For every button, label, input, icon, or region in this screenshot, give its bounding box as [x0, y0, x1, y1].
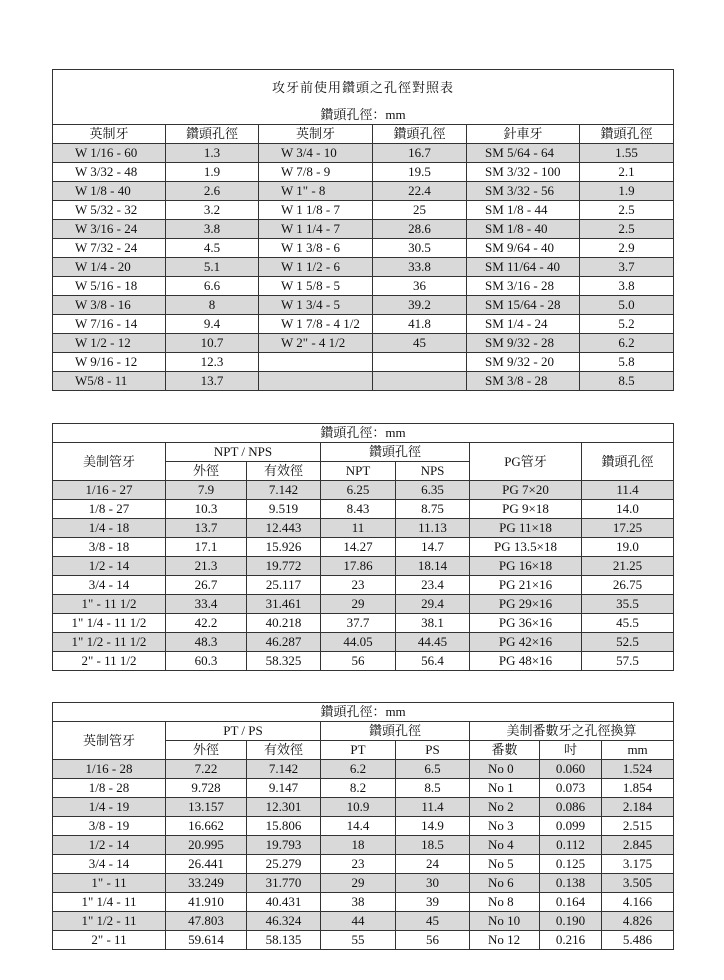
table-cell: 36	[373, 277, 467, 296]
table-cell: 23	[321, 855, 396, 874]
table-row	[53, 239, 674, 258]
table-cell: 14.4	[321, 817, 396, 836]
table-cell: 35.5	[582, 595, 674, 614]
table-cell: 3.8	[580, 277, 674, 296]
table-cell: 2.9	[580, 239, 674, 258]
table-cell: 3/8 - 19	[53, 817, 166, 836]
table-cell: W 1 1/8 - 7	[259, 201, 373, 220]
table-cell: 1" - 11 1/2	[53, 595, 166, 614]
table-cell: W 1/4 - 20	[53, 258, 166, 277]
table-cell: W 9/16 - 12	[53, 353, 166, 372]
table-cell: 5.8	[580, 353, 674, 372]
table-cell: 5.0	[580, 296, 674, 315]
table-cell: 20.995	[166, 836, 247, 855]
table-cell: SM 1/8 - 44	[467, 201, 580, 220]
column-header: 鑽頭孔徑	[321, 443, 470, 462]
table-cell: 17.86	[321, 557, 396, 576]
table-row	[53, 182, 674, 201]
table-cell: 29	[321, 874, 396, 893]
table-cell: 18.5	[396, 836, 470, 855]
table-cell: W 3/8 - 16	[53, 296, 166, 315]
table-cell: PG 36×16	[470, 614, 582, 633]
table-cell: 12.443	[247, 519, 321, 538]
table-cell: 0.086	[540, 798, 602, 817]
table-cell: 14.7	[396, 538, 470, 557]
table-cell: 2.1	[580, 163, 674, 182]
table-cell: 31.770	[247, 874, 321, 893]
table-cell: 3.505	[602, 874, 674, 893]
table-row	[53, 315, 674, 334]
table-cell: 30	[396, 874, 470, 893]
table-cell: 1/4 - 18	[53, 519, 166, 538]
table-cell: 17.25	[582, 519, 674, 538]
column-header: 鑽頭孔徑	[580, 125, 674, 144]
table-cell: 5.2	[580, 315, 674, 334]
table-cell: 1/2 - 14	[53, 836, 166, 855]
table-cell: PG 13.5×18	[470, 538, 582, 557]
table-cell: 1/2 - 14	[53, 557, 166, 576]
column-header: 英制管牙	[53, 722, 166, 760]
table-cell: 1.9	[166, 163, 259, 182]
table-cell: 7.142	[247, 760, 321, 779]
table-cell: PG 9×18	[470, 500, 582, 519]
table-row	[53, 836, 674, 855]
table-cell: W 5/16 - 18	[53, 277, 166, 296]
table-cell: 26.75	[582, 576, 674, 595]
table-cell: 23.4	[396, 576, 470, 595]
table-cell: 58.135	[247, 931, 321, 950]
table-row	[53, 258, 674, 277]
table-cell: 9.4	[166, 315, 259, 334]
table-row	[53, 576, 674, 595]
table-cell	[373, 353, 467, 372]
table-row	[53, 633, 674, 652]
column-header: mm	[602, 741, 674, 760]
table-cell: 6.2	[580, 334, 674, 353]
table-cell: 22.4	[373, 182, 467, 201]
table-cell: W 7/32 - 24	[53, 239, 166, 258]
table-cell: 9.728	[166, 779, 247, 798]
table-cell: 39	[396, 893, 470, 912]
table-cell: 14.27	[321, 538, 396, 557]
table-cell: W 7/8 - 9	[259, 163, 373, 182]
table-cell: 0.112	[540, 836, 602, 855]
table-cell: PG 7×20	[470, 481, 582, 500]
column-header: 鑽頭孔徑	[582, 443, 674, 481]
table-cell: 58.325	[247, 652, 321, 671]
table-row	[53, 220, 674, 239]
table-cell: 10.7	[166, 334, 259, 353]
table-cell: 26.7	[166, 576, 247, 595]
table-cell: 1.524	[602, 760, 674, 779]
table-cell: 45.5	[582, 614, 674, 633]
table-cell: 21.3	[166, 557, 247, 576]
table-cell: 10.9	[321, 798, 396, 817]
table-cell: 1/8 - 28	[53, 779, 166, 798]
table-cell: 18.14	[396, 557, 470, 576]
table-cell: 9.147	[247, 779, 321, 798]
table-body	[53, 144, 674, 391]
table-cell: W 1 5/8 - 5	[259, 277, 373, 296]
table-cell: 2.184	[602, 798, 674, 817]
table-cell: 16.662	[166, 817, 247, 836]
column-header: 針車牙	[467, 125, 580, 144]
table-row	[53, 557, 674, 576]
table-cell: 21.25	[582, 557, 674, 576]
table-cell: PG 11×18	[470, 519, 582, 538]
table-cell: 2.515	[602, 817, 674, 836]
table-cell	[259, 353, 373, 372]
table-cell: No 4	[470, 836, 540, 855]
table-cell: 2" - 11	[53, 931, 166, 950]
table-cell: 1" 1/4 - 11 1/2	[53, 614, 166, 633]
table-row	[53, 912, 674, 931]
table-cell: 8.5	[396, 779, 470, 798]
table-cell: 59.614	[166, 931, 247, 950]
table-cell: SM 15/64 - 28	[467, 296, 580, 315]
table-cell: 29.4	[396, 595, 470, 614]
table-cell: 1/16 - 27	[53, 481, 166, 500]
table-row	[53, 372, 674, 391]
table-cell: 11.4	[396, 798, 470, 817]
table-cell: 24	[396, 855, 470, 874]
column-header: 英制牙	[53, 125, 166, 144]
table-cell: 13.7	[166, 519, 247, 538]
table-cell: W 1 3/8 - 6	[259, 239, 373, 258]
table-cell: W 5/32 - 32	[53, 201, 166, 220]
table-cell: 8.5	[580, 372, 674, 391]
table-cell: 11	[321, 519, 396, 538]
table-cell: 6.5	[396, 760, 470, 779]
table-cell: 1.854	[602, 779, 674, 798]
table-cell: 3.7	[580, 258, 674, 277]
table-cell: 1/8 - 27	[53, 500, 166, 519]
table-cell: 3/4 - 14	[53, 855, 166, 874]
table-cell	[373, 372, 467, 391]
table-cell: 23	[321, 576, 396, 595]
table-cell: 56.4	[396, 652, 470, 671]
column-header: PG管牙	[470, 443, 582, 481]
table-cell: 1.9	[580, 182, 674, 201]
table-body	[53, 481, 674, 671]
table-cell: SM 3/8 - 28	[467, 372, 580, 391]
table-cell: 6.25	[321, 481, 396, 500]
column-header: 有效徑	[247, 741, 321, 760]
table-row	[53, 519, 674, 538]
table-cell: No 8	[470, 893, 540, 912]
table-cell: 56	[321, 652, 396, 671]
table-cell: 31.461	[247, 595, 321, 614]
table-cell: 3.8	[166, 220, 259, 239]
column-header: 英制牙	[259, 125, 373, 144]
table-row	[53, 652, 674, 671]
column-header: 美制番數牙之孔徑換算	[470, 722, 674, 741]
table-cell: 40.431	[247, 893, 321, 912]
table-cell: 26.441	[166, 855, 247, 874]
table-cell: 3.175	[602, 855, 674, 874]
table-row	[53, 817, 674, 836]
table-cell: 52.5	[582, 633, 674, 652]
table-cell: 6.2	[321, 760, 396, 779]
table-cell: 38.1	[396, 614, 470, 633]
table-cell: 6.6	[166, 277, 259, 296]
table-cell: 25.279	[247, 855, 321, 874]
imperial-pipe-thread-table	[52, 702, 674, 950]
column-header: 有效徑	[247, 462, 321, 481]
table-cell: 5.1	[166, 258, 259, 277]
table-cell: PG 29×16	[470, 595, 582, 614]
table-cell: 46.324	[247, 912, 321, 931]
column-header: PS	[396, 741, 470, 760]
table-cell: 0.138	[540, 874, 602, 893]
table-cell: No 3	[470, 817, 540, 836]
table-cell: 4.826	[602, 912, 674, 931]
table-row	[53, 779, 674, 798]
table-cell: 0.060	[540, 760, 602, 779]
table-cell: SM 3/16 - 28	[467, 277, 580, 296]
table-cell: 0.073	[540, 779, 602, 798]
table-cell: No 0	[470, 760, 540, 779]
column-header: 吋	[540, 741, 602, 760]
table-cell: 8	[166, 296, 259, 315]
table-cell: 39.2	[373, 296, 467, 315]
table-cell: 44	[321, 912, 396, 931]
table-cell: 33.249	[166, 874, 247, 893]
column-header: 鑽頭孔徑	[166, 125, 259, 144]
table-cell: 12.301	[247, 798, 321, 817]
table-cell: 0.216	[540, 931, 602, 950]
table-cell: SM 3/32 - 56	[467, 182, 580, 201]
table-cell: 2" - 11 1/2	[53, 652, 166, 671]
table-cell: SM 9/32 - 28	[467, 334, 580, 353]
table-cell: 1" 1/4 - 11	[53, 893, 166, 912]
table-cell: SM 1/8 - 40	[467, 220, 580, 239]
table-cell: 19.772	[247, 557, 321, 576]
unit-label: 鑽頭孔徑：mm	[53, 106, 674, 125]
column-header: PT	[321, 741, 396, 760]
table-row	[53, 201, 674, 220]
table-cell: 19.5	[373, 163, 467, 182]
table-cell: PG 21×16	[470, 576, 582, 595]
table-cell: 46.287	[247, 633, 321, 652]
table-cell: No 1	[470, 779, 540, 798]
table-cell: 25	[373, 201, 467, 220]
table-cell: 47.803	[166, 912, 247, 931]
table-cell: No 10	[470, 912, 540, 931]
table-cell: 1.3	[166, 144, 259, 163]
table-cell	[259, 372, 373, 391]
table-cell: SM 1/4 - 24	[467, 315, 580, 334]
table-cell: 1" 1/2 - 11	[53, 912, 166, 931]
table-cell: 2.6	[166, 182, 259, 201]
table-row	[53, 277, 674, 296]
table-cell: 10.3	[166, 500, 247, 519]
table-cell: 8.43	[321, 500, 396, 519]
table-cell: 12.3	[166, 353, 259, 372]
table-cell: W 3/4 - 10	[259, 144, 373, 163]
table-cell: 60.3	[166, 652, 247, 671]
table-cell: No 12	[470, 931, 540, 950]
column-header: PT / PS	[166, 722, 321, 741]
table-cell: 7.142	[247, 481, 321, 500]
table-cell: W 1/8 - 40	[53, 182, 166, 201]
table-cell: W 7/16 - 14	[53, 315, 166, 334]
column-header: NPT / NPS	[166, 443, 321, 462]
table-cell: 8.75	[396, 500, 470, 519]
table-cell: 0.164	[540, 893, 602, 912]
table-cell: W 1 3/4 - 5	[259, 296, 373, 315]
table-cell: 44.45	[396, 633, 470, 652]
table-cell: 5.486	[602, 931, 674, 950]
table-row	[53, 931, 674, 950]
column-header: 鑽頭孔徑	[373, 125, 467, 144]
table-cell: 11.4	[582, 481, 674, 500]
table-cell: 8.2	[321, 779, 396, 798]
table-cell: 0.099	[540, 817, 602, 836]
table-cell: 2.845	[602, 836, 674, 855]
table-cell: 9.519	[247, 500, 321, 519]
table-cell: 11.13	[396, 519, 470, 538]
table-cell: 4.166	[602, 893, 674, 912]
unit-label: 鑽頭孔徑：mm	[53, 703, 674, 722]
table-cell: 7.22	[166, 760, 247, 779]
table-cell: 48.3	[166, 633, 247, 652]
table-cell: 56	[396, 931, 470, 950]
table-cell: 0.190	[540, 912, 602, 931]
table-cell: 33.4	[166, 595, 247, 614]
table-header-row	[53, 125, 674, 144]
table-row	[53, 595, 674, 614]
table-cell: PG 16×18	[470, 557, 582, 576]
table-cell: PG 48×16	[470, 652, 582, 671]
table-row	[53, 855, 674, 874]
column-header: NPS	[396, 462, 470, 481]
table-cell: W5/8 - 11	[53, 372, 166, 391]
table-cell: 38	[321, 893, 396, 912]
table-cell: 0.125	[540, 855, 602, 874]
table-cell: 28.6	[373, 220, 467, 239]
table-cell: 1/4 - 19	[53, 798, 166, 817]
table-cell: 13.7	[166, 372, 259, 391]
table-cell: PG 42×16	[470, 633, 582, 652]
table-cell: 1.55	[580, 144, 674, 163]
table-cell: 1" - 11	[53, 874, 166, 893]
table-row	[53, 760, 674, 779]
table-cell: 57.5	[582, 652, 674, 671]
table-cell: 19.793	[247, 836, 321, 855]
table-cell: No 5	[470, 855, 540, 874]
table-row	[53, 500, 674, 519]
table-cell: 2.5	[580, 201, 674, 220]
table-cell: W 1/2 - 12	[53, 334, 166, 353]
table-cell: W 1" - 8	[259, 182, 373, 201]
column-header: 外徑	[166, 741, 247, 760]
table-cell: 41.910	[166, 893, 247, 912]
table-cell: W 3/32 - 48	[53, 163, 166, 182]
column-header: 外徑	[166, 462, 247, 481]
table-cell: 30.5	[373, 239, 467, 258]
table-row	[53, 798, 674, 817]
table-cell: W 1/16 - 60	[53, 144, 166, 163]
table-cell: 33.8	[373, 258, 467, 277]
table-cell: W 1 1/4 - 7	[259, 220, 373, 239]
table-cell: 15.806	[247, 817, 321, 836]
unit-label: 鑽頭孔徑：mm	[53, 424, 674, 443]
table-row	[53, 353, 674, 372]
table-cell: SM 3/32 - 100	[467, 163, 580, 182]
table-cell: 25.117	[247, 576, 321, 595]
table-cell: SM 9/32 - 20	[467, 353, 580, 372]
table-cell: 15.926	[247, 538, 321, 557]
us-pipe-thread-table	[52, 423, 674, 671]
table-cell: SM 11/64 - 40	[467, 258, 580, 277]
table-row	[53, 296, 674, 315]
table-cell: 17.1	[166, 538, 247, 557]
table-cell: 14.9	[396, 817, 470, 836]
table-cell: 29	[321, 595, 396, 614]
table-row	[53, 893, 674, 912]
table-cell: 3/8 - 18	[53, 538, 166, 557]
table-cell: 1" 1/2 - 11 1/2	[53, 633, 166, 652]
table-cell: W 1 1/2 - 6	[259, 258, 373, 277]
table-cell: 6.35	[396, 481, 470, 500]
table-cell: 1/16 - 28	[53, 760, 166, 779]
column-header: NPT	[321, 462, 396, 481]
table-cell: 37.7	[321, 614, 396, 633]
table-row	[53, 163, 674, 182]
table-cell: 40.218	[247, 614, 321, 633]
table-row	[53, 614, 674, 633]
imperial-thread-table	[52, 69, 674, 391]
table-cell: 18	[321, 836, 396, 855]
table-cell: 42.2	[166, 614, 247, 633]
table-cell: 41.8	[373, 315, 467, 334]
table-cell: 7.9	[166, 481, 247, 500]
table-cell: SM 9/64 - 40	[467, 239, 580, 258]
table-cell: 45	[373, 334, 467, 353]
column-header: 美制管牙	[53, 443, 166, 481]
table-cell: SM 5/64 - 64	[467, 144, 580, 163]
table-cell: 19.0	[582, 538, 674, 557]
table-cell: No 6	[470, 874, 540, 893]
table-cell: 16.7	[373, 144, 467, 163]
table-cell: No 2	[470, 798, 540, 817]
column-header: 番數	[470, 741, 540, 760]
column-header: 鑽頭孔徑	[321, 722, 470, 741]
table-row	[53, 144, 674, 163]
table-cell: W 2" - 4 1/2	[259, 334, 373, 353]
table-cell: 14.0	[582, 500, 674, 519]
table-cell: 3.2	[166, 201, 259, 220]
table-cell: 3/4 - 14	[53, 576, 166, 595]
table-cell: W 1 7/8 - 4 1/2	[259, 315, 373, 334]
table-cell: 4.5	[166, 239, 259, 258]
table-cell: 44.05	[321, 633, 396, 652]
table-row	[53, 874, 674, 893]
table-row	[53, 334, 674, 353]
table-row	[53, 538, 674, 557]
table-cell: W 3/16 - 24	[53, 220, 166, 239]
table-body	[53, 760, 674, 950]
page-title: 攻牙前使用鑽頭之孔徑對照表	[53, 70, 674, 107]
table-row	[53, 481, 674, 500]
table-cell: 45	[396, 912, 470, 931]
table-cell: 13.157	[166, 798, 247, 817]
table-cell: 55	[321, 931, 396, 950]
table-cell: 2.5	[580, 220, 674, 239]
